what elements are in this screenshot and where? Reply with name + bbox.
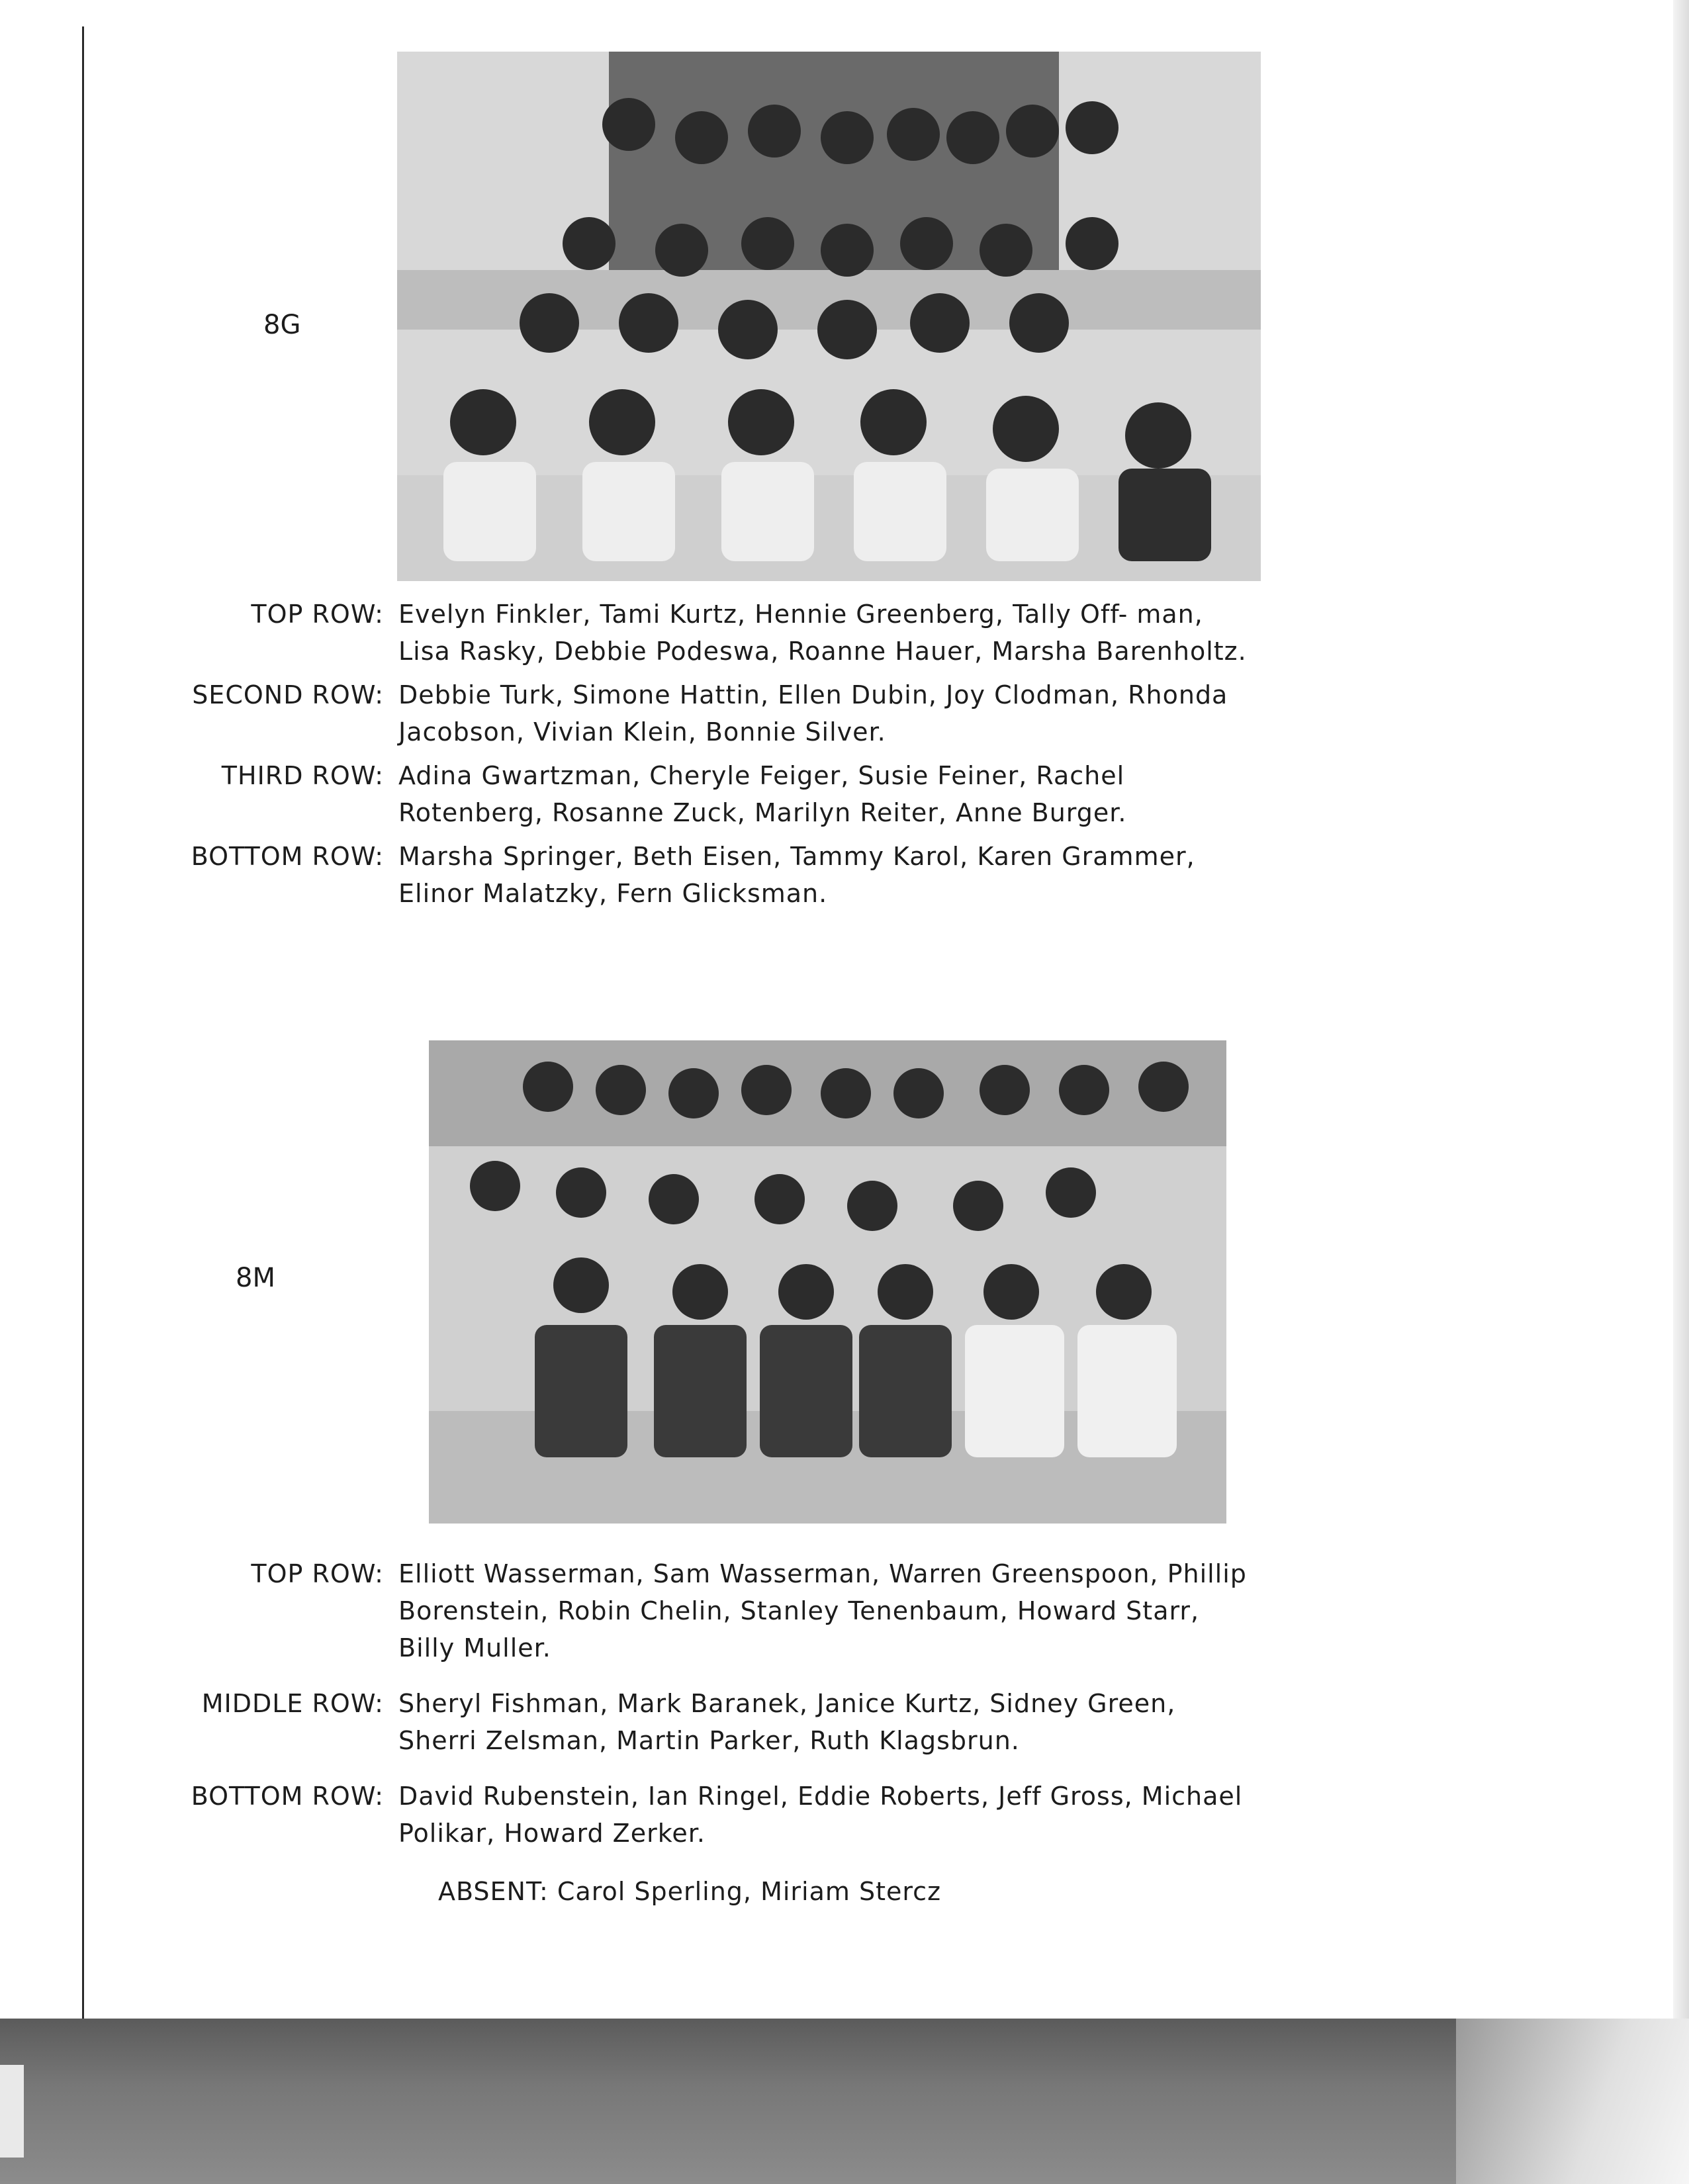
class-label-8m: 8M [236, 1263, 275, 1293]
row-names: Elliott Wasserman, Sam Wasserman, Warren Greenspoon, Phillip Borenstein, Robin Chelin, Stanley Tenenbaum, Howard Starr, Billy Muller. [398, 1559, 1247, 1662]
row-names: Marsha Springer, Beth Eisen, Tammy Karol, Karen Grammer, Elinor Malatzky, Fern Glicksman. [398, 842, 1195, 908]
row-names: Debbie Turk, Simone Hattin, Ellen Dubin, Joy Clodman, Rhonda Jacobson, Vivian Klein, Bonnie Silver. [398, 680, 1228, 747]
caption-row [165, 676, 1259, 751]
row-names: Evelyn Finkler, Tami Kurtz, Hennie Greenberg, Tally Off- man, Lisa Rasky, Debbie Podeswa, Roanne Hauer, Marsha Barenholtz. [398, 600, 1247, 666]
class-photo-8m [429, 1040, 1226, 1524]
row-label: BOTTOM ROW: [191, 1782, 384, 1811]
page-fold [1456, 2019, 1689, 2184]
caption-row [165, 838, 1259, 912]
absent-note: ABSENT: Carol Sperling, Miriam Stercz [438, 1877, 942, 1906]
caption-row [179, 1685, 1259, 1759]
class-label-8g: 8G [263, 310, 301, 340]
row-label: SECOND ROW: [192, 680, 384, 709]
row-names: Sheryl Fishman, Mark Baranek, Janice Kurtz, Sidney Green, Sherri Zelsman, Martin Parker, Ruth Klagsbrun. [398, 1689, 1176, 1755]
scan-edge-mark [0, 2065, 24, 2158]
caption-row [179, 1778, 1259, 1852]
class-photo-8g [397, 52, 1261, 581]
row-label: MIDDLE ROW: [201, 1689, 384, 1718]
caption-row [179, 1555, 1259, 1666]
row-names: Adina Gwartzman, Cheryle Feiger, Susie Feiner, Rachel Rotenberg, Rosanne Zuck, Marilyn Reiter, Anne Burger. [398, 761, 1127, 827]
row-names: David Rubenstein, Ian Ringel, Eddie Roberts, Jeff Gross, Michael Polikar, Howard Zerker. [398, 1782, 1243, 1848]
scan-shadow [0, 2019, 1689, 2184]
row-label: TOP ROW: [251, 1559, 384, 1588]
caption-8g [165, 596, 1259, 919]
row-label: THIRD ROW: [221, 761, 384, 790]
page-border [82, 26, 84, 2019]
row-label: TOP ROW: [251, 600, 384, 629]
caption-8m [179, 1555, 1259, 1858]
page-edge [1673, 0, 1689, 2184]
row-label: BOTTOM ROW: [191, 842, 384, 871]
caption-row [165, 757, 1259, 831]
caption-row [165, 596, 1259, 670]
